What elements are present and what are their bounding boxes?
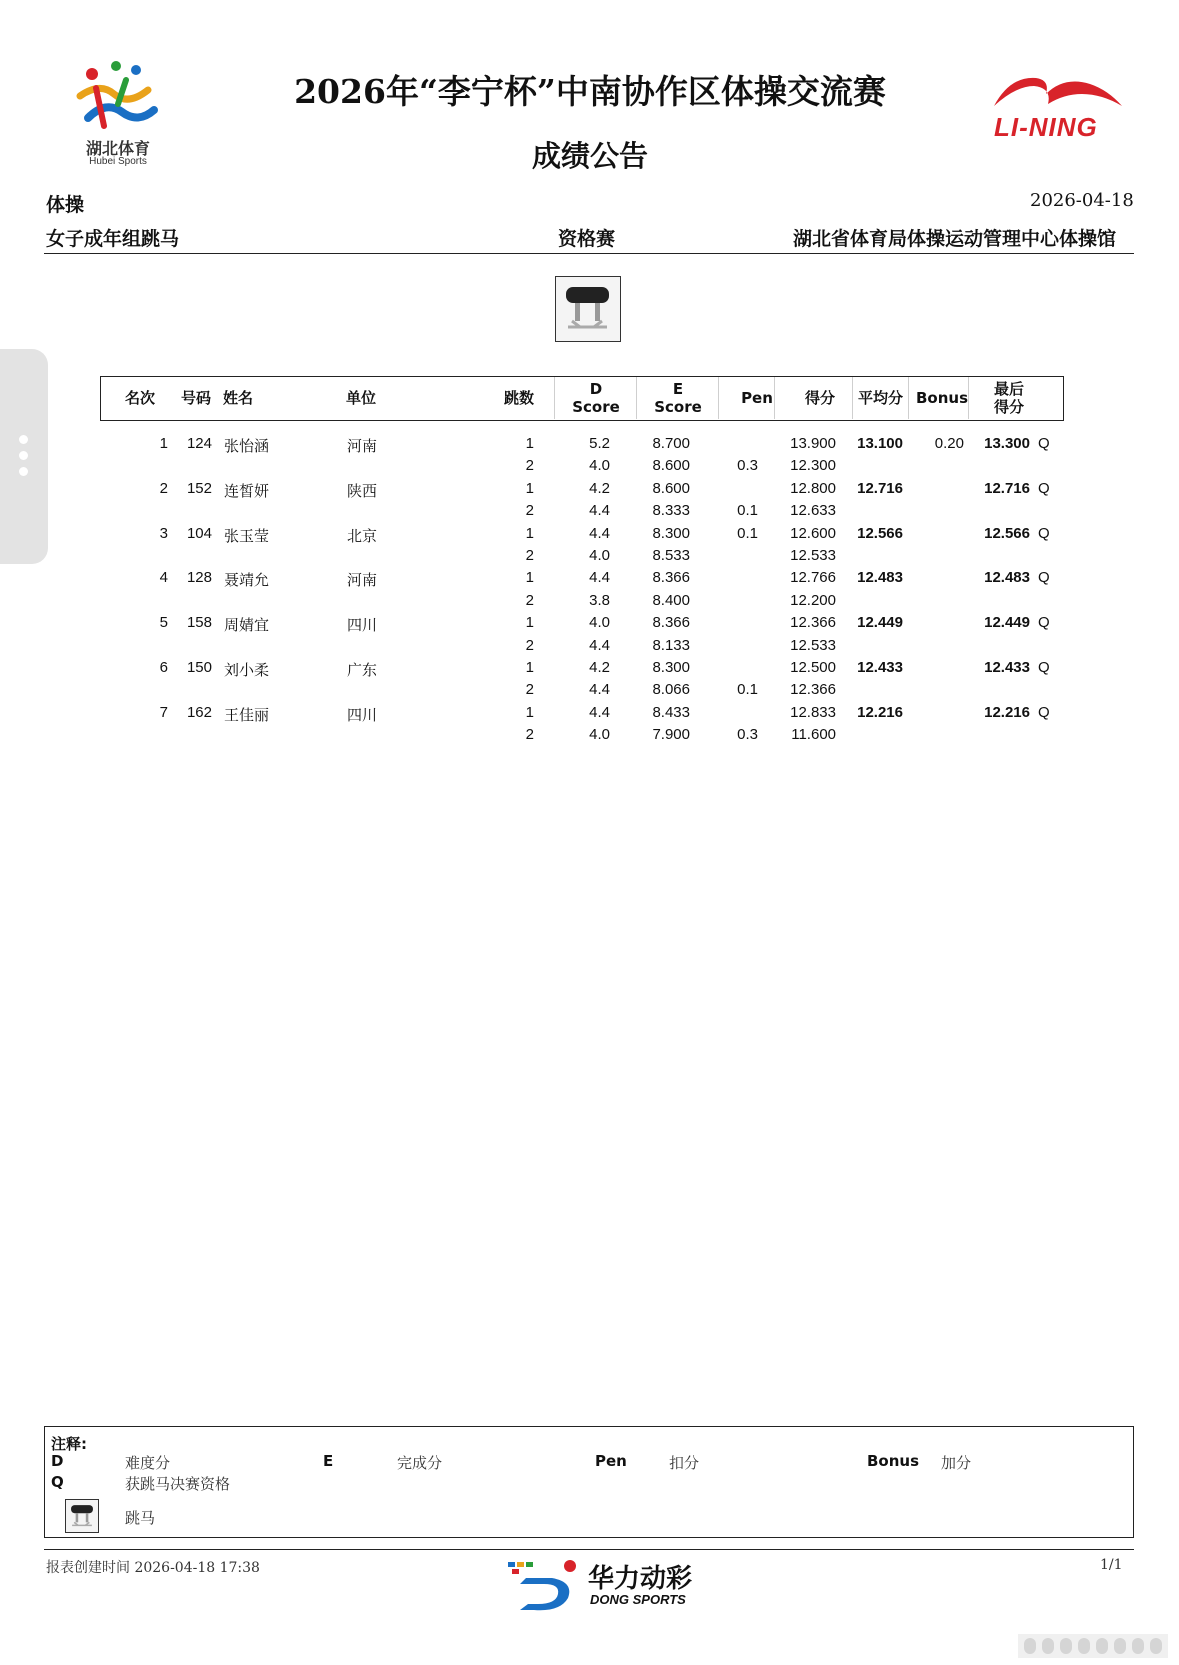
vault-number: 1 xyxy=(525,435,534,452)
dong-sports-cn: 华力动彩 xyxy=(588,1564,693,1594)
final-score: 13.300 xyxy=(984,435,1030,452)
d-score: 4.4 xyxy=(589,703,610,721)
qualified-mark: Q xyxy=(1038,659,1050,676)
vault-score: 12.766 xyxy=(790,569,836,587)
e-score: 8.600 xyxy=(652,479,690,497)
handle-dot xyxy=(19,435,28,444)
d-score: 3.8 xyxy=(589,591,610,609)
d-score: 4.4 xyxy=(589,502,610,520)
report-created-time: 报表创建时间 2026-04-18 17:38 xyxy=(46,1560,260,1576)
footer-divider xyxy=(44,1549,1134,1550)
lining-logo-text: LI-NING xyxy=(994,112,1098,142)
header-team: 单位 xyxy=(346,389,377,407)
d-score: 4.2 xyxy=(589,659,610,676)
header-d-line1: D xyxy=(589,380,603,398)
final-score: 12.449 xyxy=(984,614,1030,632)
note-d-text: 难度分 xyxy=(125,1454,171,1472)
d-score: 4.4 xyxy=(589,569,610,587)
d-score: 4.0 xyxy=(589,457,610,475)
bib-cell: 104 xyxy=(186,524,212,542)
header-d-score xyxy=(556,377,636,419)
hubei-logo-cn: 湖北体育 xyxy=(85,139,150,158)
qualified-mark: Q xyxy=(1038,479,1050,497)
notes-title: 注释: xyxy=(51,1435,87,1453)
vault-number: 1 xyxy=(525,479,534,497)
team-cell: 四川 xyxy=(347,705,378,724)
header-e-score xyxy=(638,377,718,419)
e-score: 8.300 xyxy=(652,659,690,676)
header-d-line2: Score xyxy=(572,398,620,416)
vault-number: 2 xyxy=(525,591,534,609)
header-average: 平均分 xyxy=(858,389,904,407)
header-rank: 名次 xyxy=(125,389,156,407)
penalty: 0.1 xyxy=(737,681,758,699)
event-name: 女子成年组跳马 xyxy=(46,228,180,250)
bottom-thumbnail-strip xyxy=(1018,1632,1168,1660)
column-divider xyxy=(554,377,555,419)
athlete-name: 张玉莹 xyxy=(224,526,270,545)
vault-number: 2 xyxy=(525,636,534,654)
column-divider xyxy=(968,377,969,419)
rank-cell: 4 xyxy=(159,569,168,587)
average-score: 12.433 xyxy=(857,659,903,676)
vault-score: 13.900 xyxy=(790,435,836,452)
bib-cell: 128 xyxy=(186,569,212,587)
vault-number: 1 xyxy=(525,524,534,542)
note-pen-text: 扣分 xyxy=(669,1454,700,1472)
lining-logo xyxy=(990,72,1130,144)
rank-cell: 2 xyxy=(159,479,168,497)
vault-number: 1 xyxy=(525,703,534,721)
vault-number: 2 xyxy=(525,457,534,475)
note-q-label: Q xyxy=(51,1473,64,1491)
d-score: 4.4 xyxy=(589,524,610,542)
bib-cell: 150 xyxy=(186,659,212,676)
handle-dot xyxy=(19,451,28,460)
column-divider xyxy=(774,377,775,419)
hubei-logo-mark xyxy=(70,60,166,136)
note-bonus-text: 加分 xyxy=(941,1454,972,1472)
header-bonus: Bonus xyxy=(916,389,969,407)
d-score: 4.2 xyxy=(589,479,610,497)
athlete-name: 刘小柔 xyxy=(224,661,270,679)
e-score: 8.333 xyxy=(652,502,690,520)
qualified-mark: Q xyxy=(1038,524,1050,542)
header-final-score xyxy=(976,377,1042,419)
vault-score: 12.833 xyxy=(790,703,836,721)
vault-number: 2 xyxy=(525,502,534,520)
vault-number: 1 xyxy=(525,659,534,676)
e-score: 7.900 xyxy=(652,726,690,744)
d-score: 5.2 xyxy=(589,435,610,452)
bib-cell: 162 xyxy=(186,703,212,721)
qualified-mark: Q xyxy=(1038,614,1050,632)
header-bib: 号码 xyxy=(181,389,212,407)
rank-cell: 6 xyxy=(159,659,168,676)
penalty: 0.1 xyxy=(737,502,758,520)
note-bonus-label: Bonus xyxy=(867,1452,920,1470)
vault-score: 12.366 xyxy=(790,614,836,632)
vault-score: 12.800 xyxy=(790,479,836,497)
final-score: 12.216 xyxy=(984,703,1030,721)
d-score: 4.4 xyxy=(589,636,610,654)
team-cell: 广东 xyxy=(347,661,378,679)
note-d-label: D xyxy=(51,1452,64,1470)
page-number: 1/1 xyxy=(1100,1557,1123,1573)
athlete-name: 王佳丽 xyxy=(224,705,270,724)
athlete-name: 连皙妍 xyxy=(224,481,270,500)
e-score: 8.600 xyxy=(652,457,690,475)
event-phase: 资格赛 xyxy=(558,228,616,250)
vault-score: 12.500 xyxy=(790,659,836,676)
e-score: 8.066 xyxy=(652,681,690,699)
qualified-mark: Q xyxy=(1038,703,1050,721)
rank-cell: 5 xyxy=(159,614,168,632)
vault-apparatus-icon xyxy=(555,276,621,342)
final-score: 12.433 xyxy=(984,659,1030,676)
vault-score: 12.533 xyxy=(790,636,836,654)
event-date: 2026-04-18 xyxy=(1030,190,1134,211)
header-score: 得分 xyxy=(805,389,836,407)
note-vault-text: 跳马 xyxy=(125,1509,156,1527)
average-score: 12.566 xyxy=(857,524,903,542)
vault-number: 2 xyxy=(525,726,534,744)
athlete-name: 张怡涵 xyxy=(224,437,270,455)
average-score: 12.483 xyxy=(857,569,903,587)
note-vault-icon xyxy=(65,1499,99,1533)
event-venue: 湖北省体育局体操运动管理中心体操馆 xyxy=(793,228,1117,250)
vault-score: 11.600 xyxy=(791,726,836,744)
hubei-logo-en: Hubei Sports xyxy=(89,156,147,167)
page-subtitle: 成绩公告 xyxy=(531,139,648,173)
e-score: 8.400 xyxy=(652,591,690,609)
bonus-cell: 0.20 xyxy=(934,435,964,452)
e-score: 8.533 xyxy=(652,547,690,564)
vault-score: 12.366 xyxy=(790,681,836,699)
dong-sports-logo xyxy=(508,1554,708,1614)
header-divider xyxy=(44,253,1134,254)
note-e-text: 完成分 xyxy=(397,1454,443,1472)
e-score: 8.366 xyxy=(652,569,690,587)
vault-number: 2 xyxy=(525,681,534,699)
team-cell: 四川 xyxy=(347,616,378,635)
note-q-text: 获跳马决赛资格 xyxy=(125,1475,231,1493)
e-score: 8.133 xyxy=(652,636,690,654)
lining-swoosh-icon xyxy=(990,72,1126,112)
hubei-sports-logo xyxy=(70,60,166,170)
bib-cell: 124 xyxy=(186,435,212,452)
page-title: 2026年“李宁杯”中南协作区体操交流赛 xyxy=(294,72,886,111)
vault-number: 1 xyxy=(525,614,534,632)
e-score: 8.300 xyxy=(652,524,690,542)
d-score: 4.0 xyxy=(589,547,610,564)
header-name: 姓名 xyxy=(223,389,254,407)
vault-score: 12.533 xyxy=(790,547,836,564)
note-pen-label: Pen xyxy=(595,1452,627,1470)
vault-score: 12.600 xyxy=(790,524,836,542)
header-penalty: Pen xyxy=(741,389,773,407)
column-divider xyxy=(636,377,637,419)
final-score: 12.716 xyxy=(984,479,1030,497)
sport-label: 体操 xyxy=(46,194,85,216)
vault-number: 2 xyxy=(525,547,534,564)
qualified-mark: Q xyxy=(1038,435,1050,452)
e-score: 8.433 xyxy=(652,703,690,721)
notes-box xyxy=(44,1426,1134,1538)
team-cell: 陕西 xyxy=(347,481,378,500)
athlete-name: 聂靖允 xyxy=(224,571,270,590)
vault-score: 12.300 xyxy=(790,457,836,475)
qualified-mark: Q xyxy=(1038,569,1050,587)
rank-cell: 3 xyxy=(159,524,168,542)
team-cell: 河南 xyxy=(347,571,378,590)
average-score: 12.449 xyxy=(857,614,903,632)
bib-cell: 152 xyxy=(186,479,212,497)
penalty: 0.3 xyxy=(737,726,758,744)
rank-cell: 7 xyxy=(159,703,168,721)
column-divider xyxy=(718,377,719,419)
results-table-header xyxy=(100,376,1064,421)
team-cell: 北京 xyxy=(347,526,378,545)
d-score: 4.0 xyxy=(589,614,610,632)
e-score: 8.366 xyxy=(652,614,690,632)
header-vault-number: 跳数 xyxy=(504,389,535,407)
handle-dot xyxy=(19,467,28,476)
header-e-line2: Score xyxy=(654,398,702,416)
team-cell: 河南 xyxy=(347,437,378,455)
vault-score: 12.200 xyxy=(790,591,836,609)
penalty: 0.3 xyxy=(737,457,758,475)
column-divider xyxy=(908,377,909,419)
final-score: 12.566 xyxy=(984,524,1030,542)
average-score: 12.216 xyxy=(857,703,903,721)
average-score: 12.716 xyxy=(857,479,903,497)
average-score: 13.100 xyxy=(857,435,903,452)
column-divider xyxy=(852,377,853,419)
bib-cell: 158 xyxy=(186,614,212,632)
e-score: 8.700 xyxy=(652,435,690,452)
rank-cell: 1 xyxy=(159,435,168,452)
vault-number: 1 xyxy=(525,569,534,587)
penalty: 0.1 xyxy=(737,524,758,542)
header-final-line1: 最后 xyxy=(993,380,1024,398)
dong-sports-mark-icon xyxy=(508,1554,586,1614)
header-e-line1: E xyxy=(672,380,684,398)
vault-score: 12.633 xyxy=(790,502,836,520)
d-score: 4.4 xyxy=(589,681,610,699)
athlete-name: 周婧宜 xyxy=(224,616,270,635)
header-final-line2: 得分 xyxy=(993,398,1024,416)
side-drawer-handle[interactable] xyxy=(0,349,48,564)
final-score: 12.483 xyxy=(984,569,1030,587)
dong-sports-en: DONG SPORTS xyxy=(590,1592,686,1607)
note-e-label: E xyxy=(323,1452,334,1470)
d-score: 4.0 xyxy=(589,726,610,744)
